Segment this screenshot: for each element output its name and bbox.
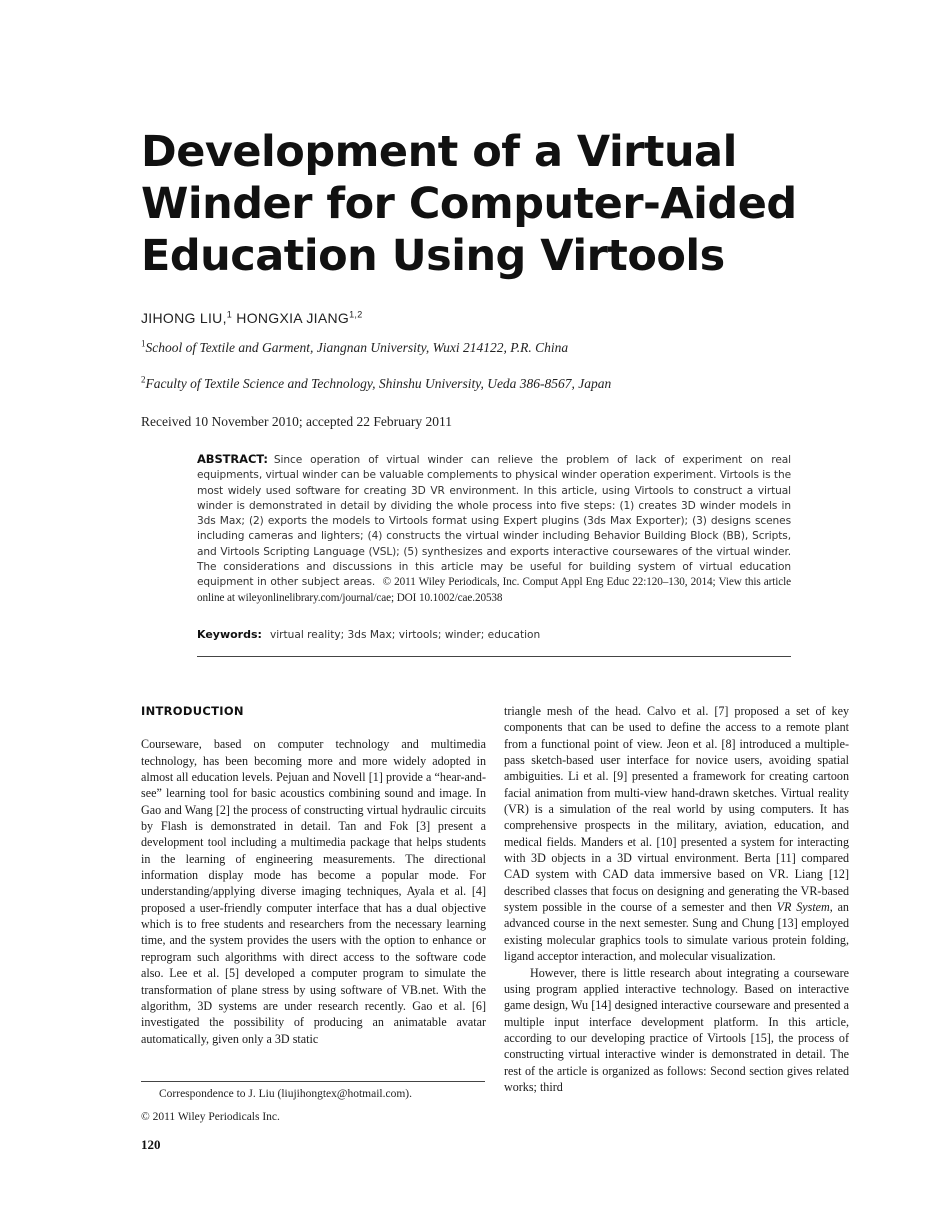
abstract-label: ABSTRACT: (197, 452, 268, 466)
paragraph-text: , an advanced course in the next semester. Sung and Chung [13] employed existing molecular graphics tools to simulate various protein folding, ligand acceptor interaction, and molecular visualization. (504, 900, 849, 964)
body-paragraph: Courseware, based on computer technology and multimedia technology, has been becoming more and more widely adopted in almost all education levels. Pejuan and Novell [1] provide a “hear-and-see” learning tool for basic acoustics combining sound and image. In Gao and Wang [2] the process of constructing virtual hydraulic circuits by Flash is demonstrated in detail. Tan and Fok [3] present a development tool including a multimedia package that helps students in the learning of engineering measurements. The directional information display mode has become a popular mode. For understanding/applying diverse imaging techniques, Ayala et al. [4] proposed a user-friendly computer interface that has a dual objective which is to free students and researchers from the necessary learning time, and the system provides the users with the option to enhance or reprogram such algorithms with direct access to the software code also. Lee et al. [5] developed a computer program to simulate the transformation of plane stress by using software of VB.net. With the algorithm, 3D systems are under research recently. Gao et al. [6] investigated the possibility of producing an animatable avatar automatically, given only a 3D static (141, 737, 486, 1046)
keywords (197, 628, 791, 641)
paragraph-text: triangle mesh of the head. Calvo et al. [7] proposed a set of key components that can be used to define the access to a remote plant from a functional point of view. Jeon et al. [8] introduced a multiple-pass sketch-based user interface for novice users, avoiding spatial ambiguities. Li et al. [9] presented a framework for creating cartoon facial animation from multi-view hand-drawn sketches. Virtual reality (VR) is a simulation of the real world by using computers. It has comprehensive prospects in the military, aviation, education, and medical fields. Manders et al. [10] presented a system for interacting with 3D objects in a 3D virtual environment. Berta [11] compared CAD system with CAD data immersive based on VR. Liang [12] described classes that focus on designing and generating the VR-based system possible in the course of a semester and then (504, 704, 849, 915)
title-line: Development of a Virtual (141, 127, 737, 177)
affiliation (141, 340, 568, 356)
article-title (141, 126, 861, 282)
emphasized-term: VR System (776, 900, 830, 915)
abstract-citation: © 2011 Wiley Periodicals, Inc. Comput Appl Eng Educ 22:120–130, 2014; View this article online at wileyonlinelibrary.com/journal/cae; DOI 10.1002/cae.20538 (197, 576, 791, 604)
author-list (141, 310, 363, 326)
author-affiliation-marker: 1 (226, 309, 233, 320)
right-column (504, 703, 849, 1095)
title-line: Education Using Virtools (141, 231, 725, 281)
author-name: HONGXIA JIANG (236, 310, 350, 326)
received-dates: Received 10 November 2010; accepted 22 February 2011 (141, 414, 453, 429)
abstract-text: Since operation of virtual winder can relieve the problem of lack of experiment on real equipments, virtual winder can be valuable complements to physical winder operation experiment. Virtools is the most widely used software for creating 3D VR environment. In this article, using Virtools to construct a virtual winder is demonstrated in detail by dividing the whole process into five steps: (1) creates 3D winder models in 3ds Max; (2) exports the models to Virtools format using Expert plugins (3ds Max Exporter); (3) designs scenes including cameras and lighters; (4) constructs the virtual winder including Behavior Building Block (BB), Scripts, and Virtools Scripting Language (VSL); (5) synthesizes and exports interactive coursewares of the virtual winder. The considerations and discussions in this article may be useful for building system of virtual education equipment in other subject areas. (197, 454, 791, 589)
correspondence-note: Correspondence to J. Liu (liujihongtex@hotmail.com). (159, 1088, 412, 1100)
author-name: JIHONG LIU, (141, 310, 227, 326)
affiliation-text: School of Textile and Garment, Jiangnan University, Wuxi 214122, P.R. China (145, 340, 569, 355)
keywords-label: Keywords: (197, 628, 262, 641)
affiliation (141, 376, 611, 392)
abstract-divider (197, 656, 791, 657)
abstract (197, 452, 791, 606)
affiliation-marker: 1 (141, 338, 146, 349)
body-paragraph (504, 703, 849, 965)
footnote-divider (141, 1081, 485, 1082)
section-heading: INTRODUCTION (141, 704, 244, 718)
copyright-notice: © 2011 Wiley Periodicals Inc. (141, 1111, 280, 1123)
body-paragraph: However, there is little research about integrating a courseware using program applied interactive technology. Based on interactive game design, Wu [14] designed interactive courseware and presented a multiple input interface development platform. In this article, according to our developing practice of Virtools [15], the process of constructing virtual interactive winder is demonstrated in detail. The rest of the article is organized as follows: Second section gives related works; third (504, 965, 849, 1094)
affiliation-marker: 2 (141, 374, 146, 385)
affiliation-text: Faculty of Textile Science and Technology, Shinshu University, Ueda 386-8567, Japan (145, 376, 612, 391)
title-line: Winder for Computer-Aided (141, 179, 797, 229)
author-affiliation-marker: 1,2 (349, 309, 363, 320)
left-column (141, 703, 486, 1047)
page-number: 120 (141, 1137, 161, 1152)
keywords-text: virtual reality; 3ds Max; virtools; winder; education (269, 629, 541, 641)
